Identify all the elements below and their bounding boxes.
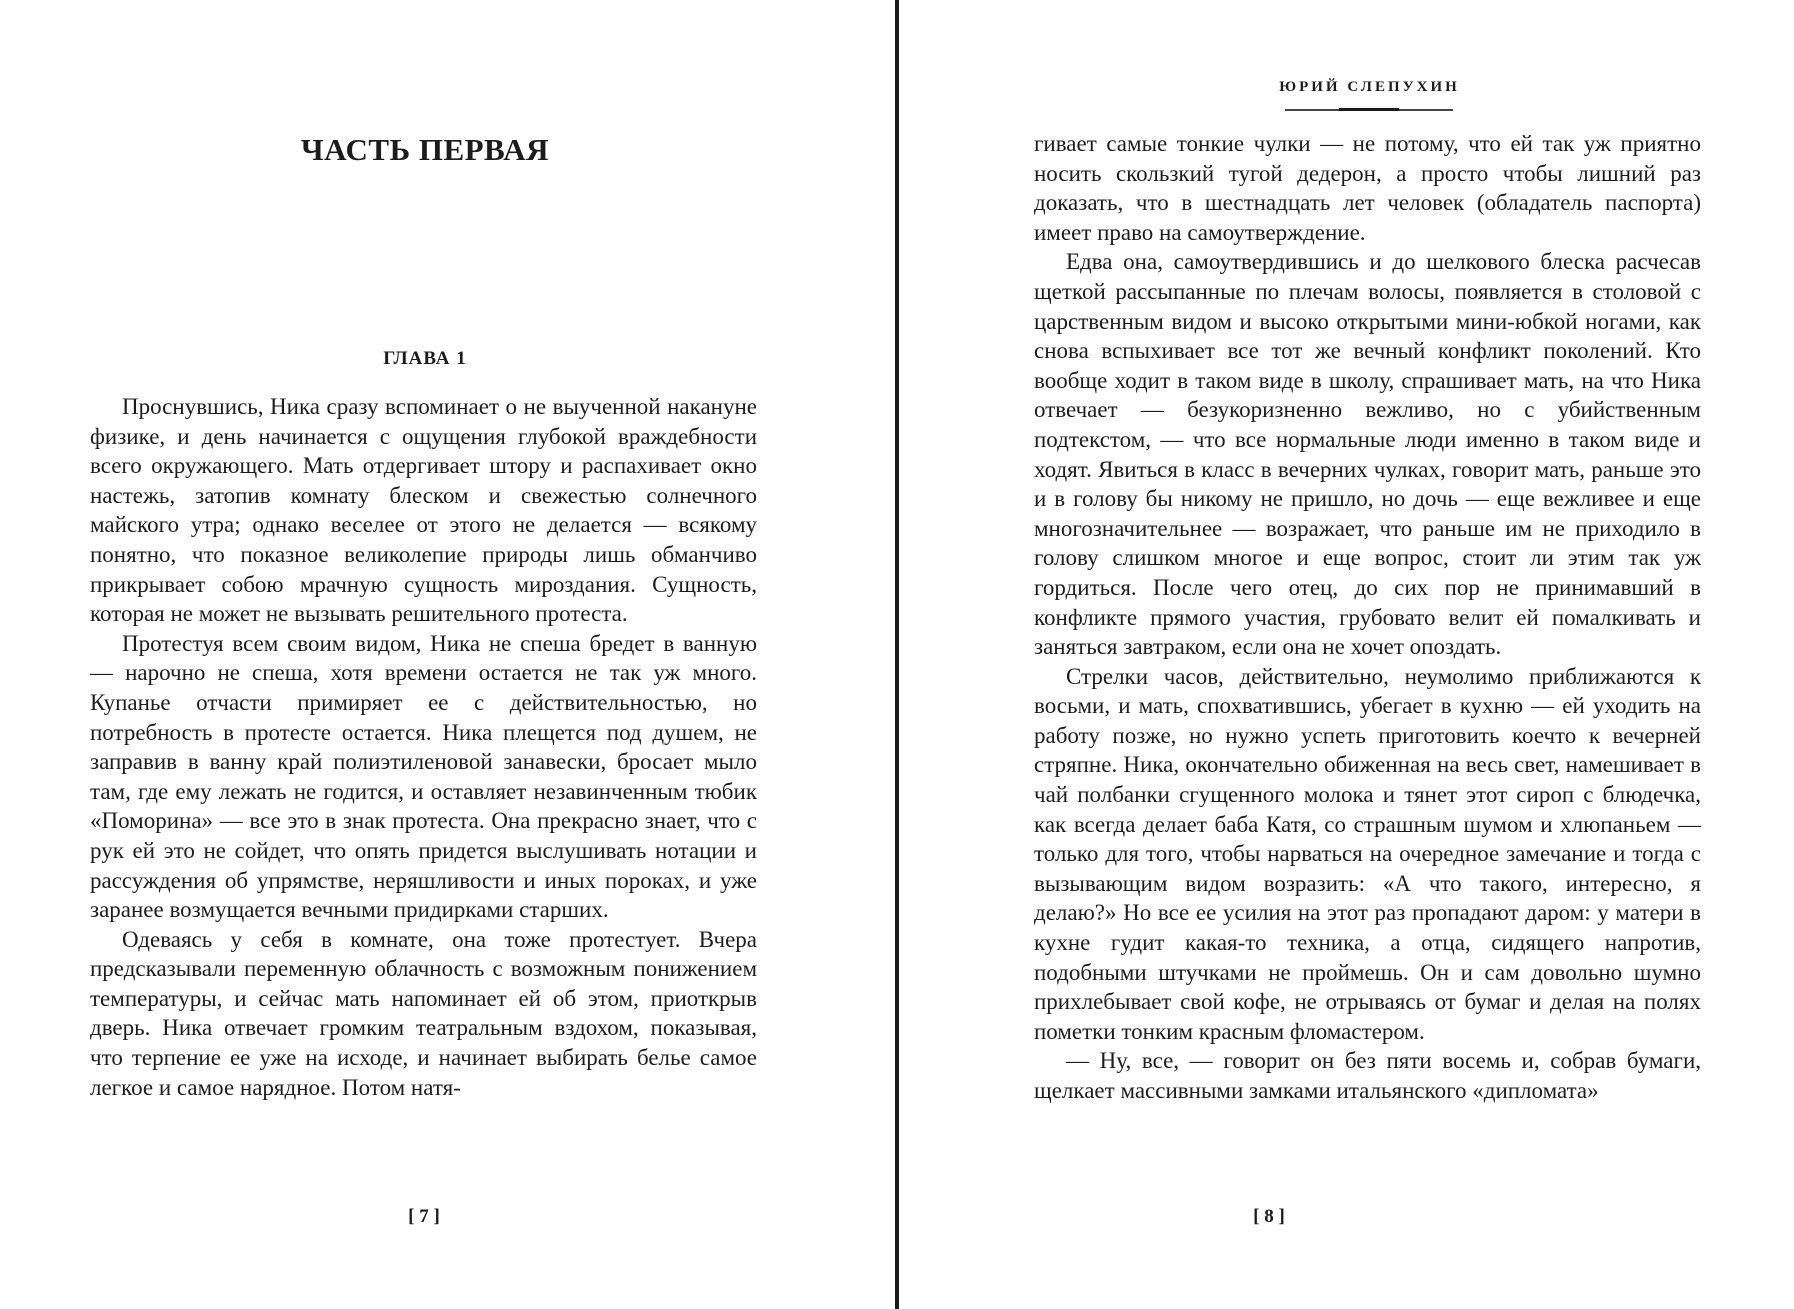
page-number: [ 8 ] [1253, 1206, 1285, 1227]
paragraph: Стрелки часов, действительно, неумолимо приближаются к восьми, и мать, спохватившись, убегает в кухню — ей уходить на работу позже, но нужно успеть приготовить коечто к вечерней стряпне. Ника, окончательно обиженная на весь свет, намешивает в чай полбанки сгущенного молока и тянет этот сироп с блюдечка, как всегда делает баба Катя, со страшным шумом и хлюпаньем — только для того, чтобы нарваться на очередное замечание и тогда с вызывающим видом возразить: «А что такого, интересно, я делаю?» Но все ее усилия на этот раз пропадают даром: у матери в кухне гудит какая-то техника, а отца, сидящего напротив, подобными штучками не проймешь. Он и сам довольно шумно прихлебывает свой кофе, не отрываясь от бумаг и делая на полях пометки тонким красным фломастером. [1034, 663, 1701, 1044]
left-page [0, 0, 895, 1309]
paragraph: Проснувшись, Ника сразу вспоминает о не выученной накануне физике, и день начинается с ощущения глубокой враждебности всего окружающего. Мать отдергивает штору и распахивает окно настежь, затопив комнату блеском и свежестью солнечного майского утра; однако веселее от этого не делается — всякому понятно, что показное великолепие природы лишь обманчиво прикрывает собою мрачную сущность мироздания. Сущность, которая не может не вызывать решительного протеста. [90, 394, 757, 627]
right-page-body [1034, 129, 1701, 1106]
left-page-body [90, 392, 757, 1102]
page-number: [ 7 ] [408, 1206, 440, 1227]
paragraph: Едва она, самоутвердившись и до шелкового блеска расчесав щеткой рассыпанные по плечам волосы, появляется в столовой с царственным видом и высоко открытыми мини-юбкой ногами, как снова вспыхивает все тот же вечный конфликт поколений. Кто вообще ходит в таком виде в школу, спрашивает мать, на что Ника отвечает — безукоризненно вежливо, но с убийственным подтекстом, — что все нормальные люди именно в таком виде и ходят. Явиться в класс в вечерних чулках, говорит мать, раньше это и в голову бы никому не пришло, но дочь — еще вежливее и еще многозначительнее — возражает, что раньше им не приходило в голову слишком многое и еще вопрос, стоит ли этим так уж гордиться. После чего отец, до сих пор не принимавший в конфликте прямого участия, грубовато велит ей помалкивать и заняться завтраком, если она не хочет опоздать. [1034, 249, 1701, 660]
chapter-title: ГЛАВА 1 [383, 348, 467, 369]
part-title: ЧАСТЬ ПЕРВАЯ [300, 132, 550, 167]
right-page [899, 0, 1794, 1309]
paragraph: Одеваясь у себя в комнате, она тоже протестует. Вчера предсказывали переменную облачность с возможным понижением температуры, и сейчас мать напоминает ей об этом, приоткрыв дверь. Ника отвечает громким театральным вздохом, показывая, что терпение ее уже на исходе, и начинает выбирать белье самое легкое и самое нарядное. Потом натя- [90, 926, 757, 1100]
running-head-rule-accent [1339, 108, 1399, 111]
paragraph-continued: гивает самые тонкие чулки — не потому, что ей так уж приятно носить скользкий тугой дедерон, а просто чтобы лишний раз доказать, что в шестнадцать лет человек (обладатель паспорта) имеет право на самоутверждение. [1034, 131, 1701, 245]
paragraph: — Ну, все, — говорит он без пяти восемь и, собрав бумаги, щелкает массивными замками итальянского «дипломата» [1034, 1048, 1701, 1103]
running-head: ЮРИЙ СЛЕПУХИН [1279, 79, 1460, 95]
paragraph: Протестуя всем своим видом, Ника не спеша бредет в ванную — нарочно не спеша, хотя времени остается не так уж много. Купанье отчасти примиряет ее с действительностью, но потребность в протесте остается. Ника плещется под душем, не заправив в ванну край полиэтиленовой занавески, бросает мыло там, где ему лежать не годится, и оставляет незавинченным тюбик «Поморина» — все это в знак протеста. Она прекрасно знает, что с рук ей это не сойдет, что опять придется выслушивать нотации и рассуждения об упрямстве, неряшливости и иных пороках, и уже заранее возмущается вечными придирками старших. [90, 630, 757, 923]
